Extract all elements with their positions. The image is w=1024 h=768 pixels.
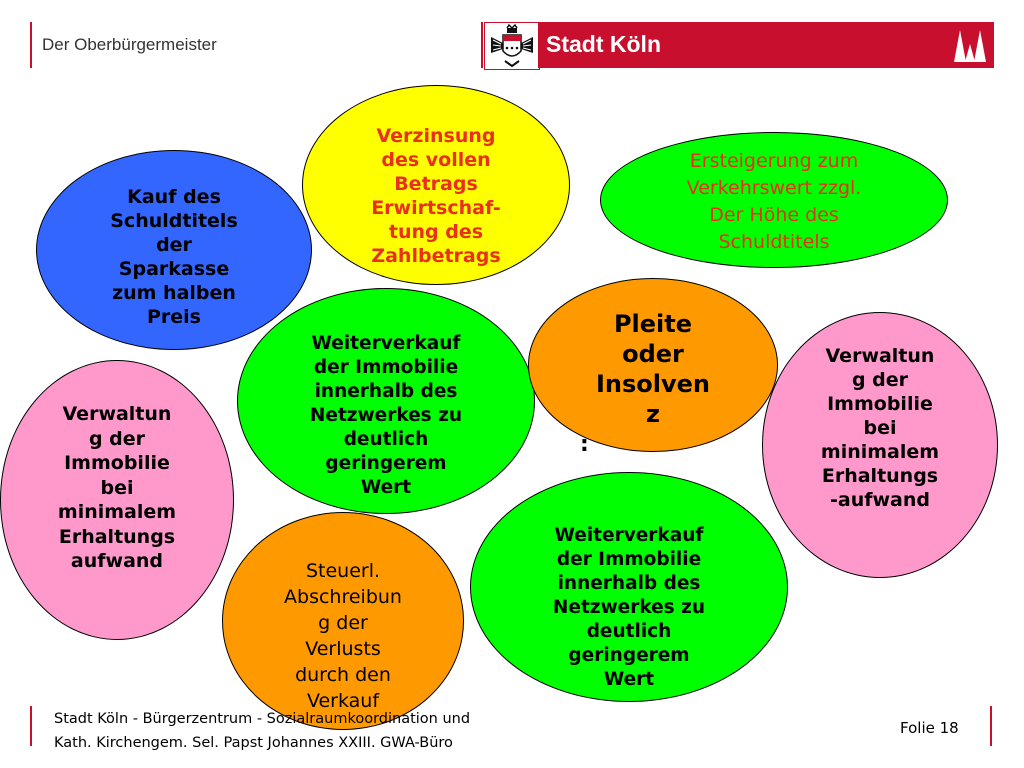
- bubble-verwaltung-left: [0, 360, 234, 640]
- bubble-steuerl-text: Steuerl. Abschreibun g der Verlusts durch den Verkauf: [284, 560, 402, 712]
- bubble-steuerl: [222, 512, 464, 730]
- footer-left-rule: [30, 706, 32, 746]
- bubble-kauf: [36, 150, 312, 350]
- brand-name: Stadt Köln: [546, 31, 661, 57]
- bubble-pleite-text: Pleite oder Insolven z: [595, 310, 711, 428]
- brand-bar: [538, 22, 994, 68]
- bubble-ersteigerung: [600, 132, 948, 268]
- header-title: Der Oberbürgermeister: [42, 35, 217, 54]
- bubble-weiterverkauf-top: [237, 288, 535, 514]
- bubble-weiterverkauf-bottom-text: Weiterverkauf der Immobilie innerhalb des Netzwerkes zu deutlich geringerem Wert: [552, 525, 706, 690]
- bubble-verzinsung: [302, 85, 570, 285]
- bubble-weiterverkauf-bottom: [470, 472, 788, 702]
- bubble-verwaltung-left-text: Verwaltun g der Immobilie bei minimalem Erhaltungs aufwand: [57, 403, 177, 573]
- header-left-rule: [30, 22, 32, 68]
- coat-of-arms-icon: [484, 22, 540, 70]
- bubble-kauf-text: Kauf des Schuldtitels der Sparkasse zum halben Preis: [110, 186, 238, 328]
- bubble-verzinsung-text: Verzinsung des vollen Betrags Erwirtschaf- tung des Zahlbetrags: [371, 125, 501, 267]
- footer-text: Stadt Köln - Bürgerzentrum - Sozialraumkoordination und Kath. Kirchengem. Sel. Papst Johannes XXIII. GWA-Büro: [54, 711, 471, 751]
- bubble-pleite: [528, 278, 778, 452]
- partial-text: :: [580, 432, 589, 457]
- footer-right-rule: [990, 706, 992, 746]
- bubble-ersteigerung-text: Ersteigerung zum Verkehrswert zzgl. Der Höhe des Schuldtitels: [686, 150, 862, 253]
- header-right-rule: [481, 22, 483, 68]
- bubble-weiterverkauf-top-text: Weiterverkauf der Immobilie innerhalb des Netzwerkes zu deutlich geringerem Wert: [309, 333, 463, 498]
- slide-number: Folie 18: [900, 719, 959, 737]
- cathedral-icon: [952, 28, 988, 62]
- bubble-verwaltung-right-text: Verwaltun g der Immobilie bei minimalem Erhaltungs -aufwand: [820, 345, 940, 511]
- bubble-verwaltung-right: [762, 312, 998, 578]
